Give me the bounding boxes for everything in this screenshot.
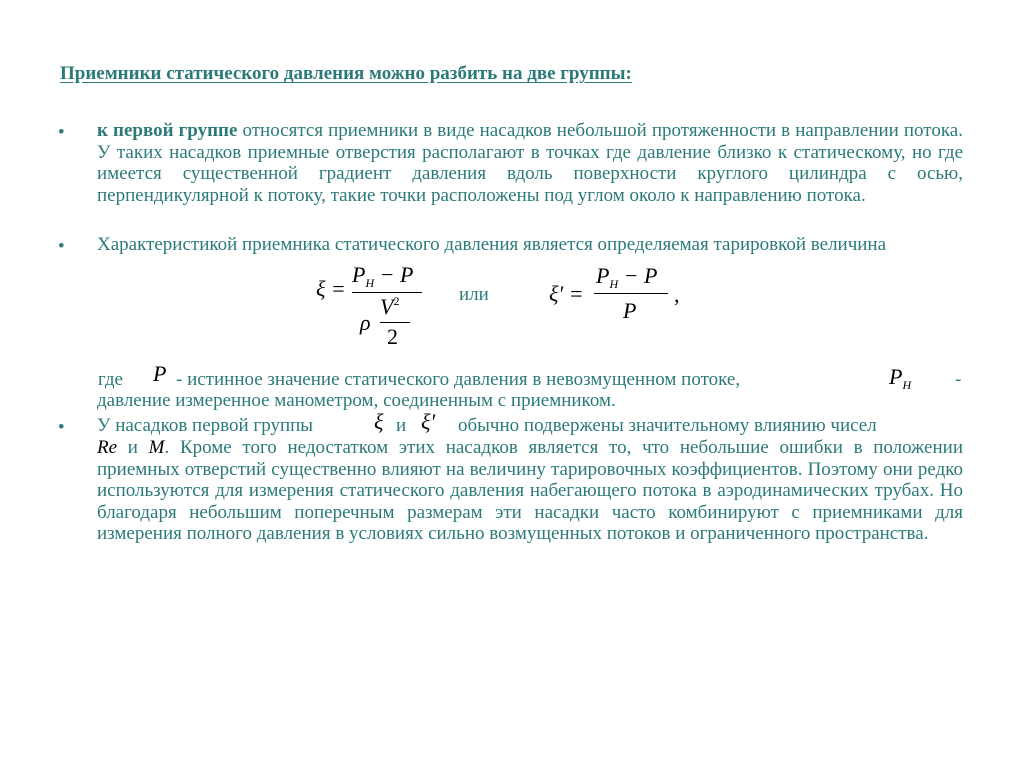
numerator-sub: Н xyxy=(609,277,619,291)
paragraph-characteristic xyxy=(97,234,963,256)
formula-xi-prime-lhs: ξ′ = xyxy=(549,281,584,306)
slide-heading: Приемники статического давления можно разбить на две группы: xyxy=(60,63,632,84)
xi-symbol: ξ xyxy=(374,409,384,434)
first-group-text: относятся приемники в виде насадков небольшой протяженности в направлении потока. У таких насадков приемные отверстия располагают в точках где давление близко к статическому, но где имеется существенной градиент давления вдоль поверхности круглого цилиндра с осью, перпендикулярной к потоку, такие точки расположены под углом около к направлению потока. xyxy=(97,120,963,206)
numerator-rest: − P xyxy=(618,263,658,288)
formula-rho: ρ xyxy=(360,310,371,335)
p-symbol: P xyxy=(153,361,167,386)
where-word: где xyxy=(98,369,123,390)
and-word: и xyxy=(396,415,407,436)
group-one-text: . Кроме того недостатком этих насадков является то, что небольшие ошибки в положении приемных отверстий существенно влияют на величину тарировочных коэффициентов. Поэтому они редко используются для измерения статического давления набегающего потока в аэродинамических трубах. Но благодаря небольшим поперечным размерам эти насадки часто комбинируют с приемниками для измерения полного давления в условиях сильно возмущенных потоков и ограниченного пространства. xyxy=(97,437,963,544)
pn-p: P xyxy=(889,364,903,389)
true-static-pressure-text: - истинное значение статического давления в невозмущенном потоке, xyxy=(176,369,741,390)
or-word: или xyxy=(459,284,489,305)
inner-fraction-line xyxy=(380,322,410,323)
formula-two: 2 xyxy=(387,324,398,349)
re-number: Re xyxy=(97,437,118,458)
first-group-lead: к первой группе xyxy=(97,120,238,141)
bullet-marker: • xyxy=(58,122,65,143)
and-word-2: и xyxy=(117,437,149,458)
group-one-line1-rest: обычно подвержены значительному влиянию чисел xyxy=(458,415,877,436)
formula-xi-prime-numerator xyxy=(596,263,657,289)
pn-symbol xyxy=(889,364,911,390)
formula-xi-numerator xyxy=(352,262,413,288)
xi-prime-symbol: ξ′ xyxy=(421,409,436,434)
paragraph-group-one xyxy=(97,437,963,545)
bullet-marker: • xyxy=(58,417,65,438)
pn-sub: Н xyxy=(902,378,912,392)
dash: - xyxy=(955,369,962,390)
numerator-sub: Н xyxy=(365,276,375,290)
v-exponent: 2 xyxy=(393,294,400,308)
numerator-p: P xyxy=(596,263,610,288)
formula-comma: , xyxy=(674,282,680,307)
numerator-rest: − P xyxy=(374,262,414,287)
v-symbol: V xyxy=(380,294,394,319)
formula-v xyxy=(380,294,399,320)
fraction-line xyxy=(352,292,422,293)
formula-xi-prime-denominator: P xyxy=(623,298,637,323)
bullet-marker: • xyxy=(58,236,65,257)
formula-xi-lhs: ξ = xyxy=(316,276,346,301)
group-one-start: У насадков первой группы xyxy=(97,415,314,436)
characteristic-text: Характеристикой приемника статического давления является определяемая тарировкой величина xyxy=(97,234,887,255)
fraction-line xyxy=(594,293,668,294)
mach-number: M xyxy=(148,437,165,458)
measured-pressure-text: давление измеренное манометром, соединенным с приемником. xyxy=(97,390,616,411)
numerator-p: P xyxy=(352,262,366,287)
paragraph-first-group xyxy=(97,120,963,206)
